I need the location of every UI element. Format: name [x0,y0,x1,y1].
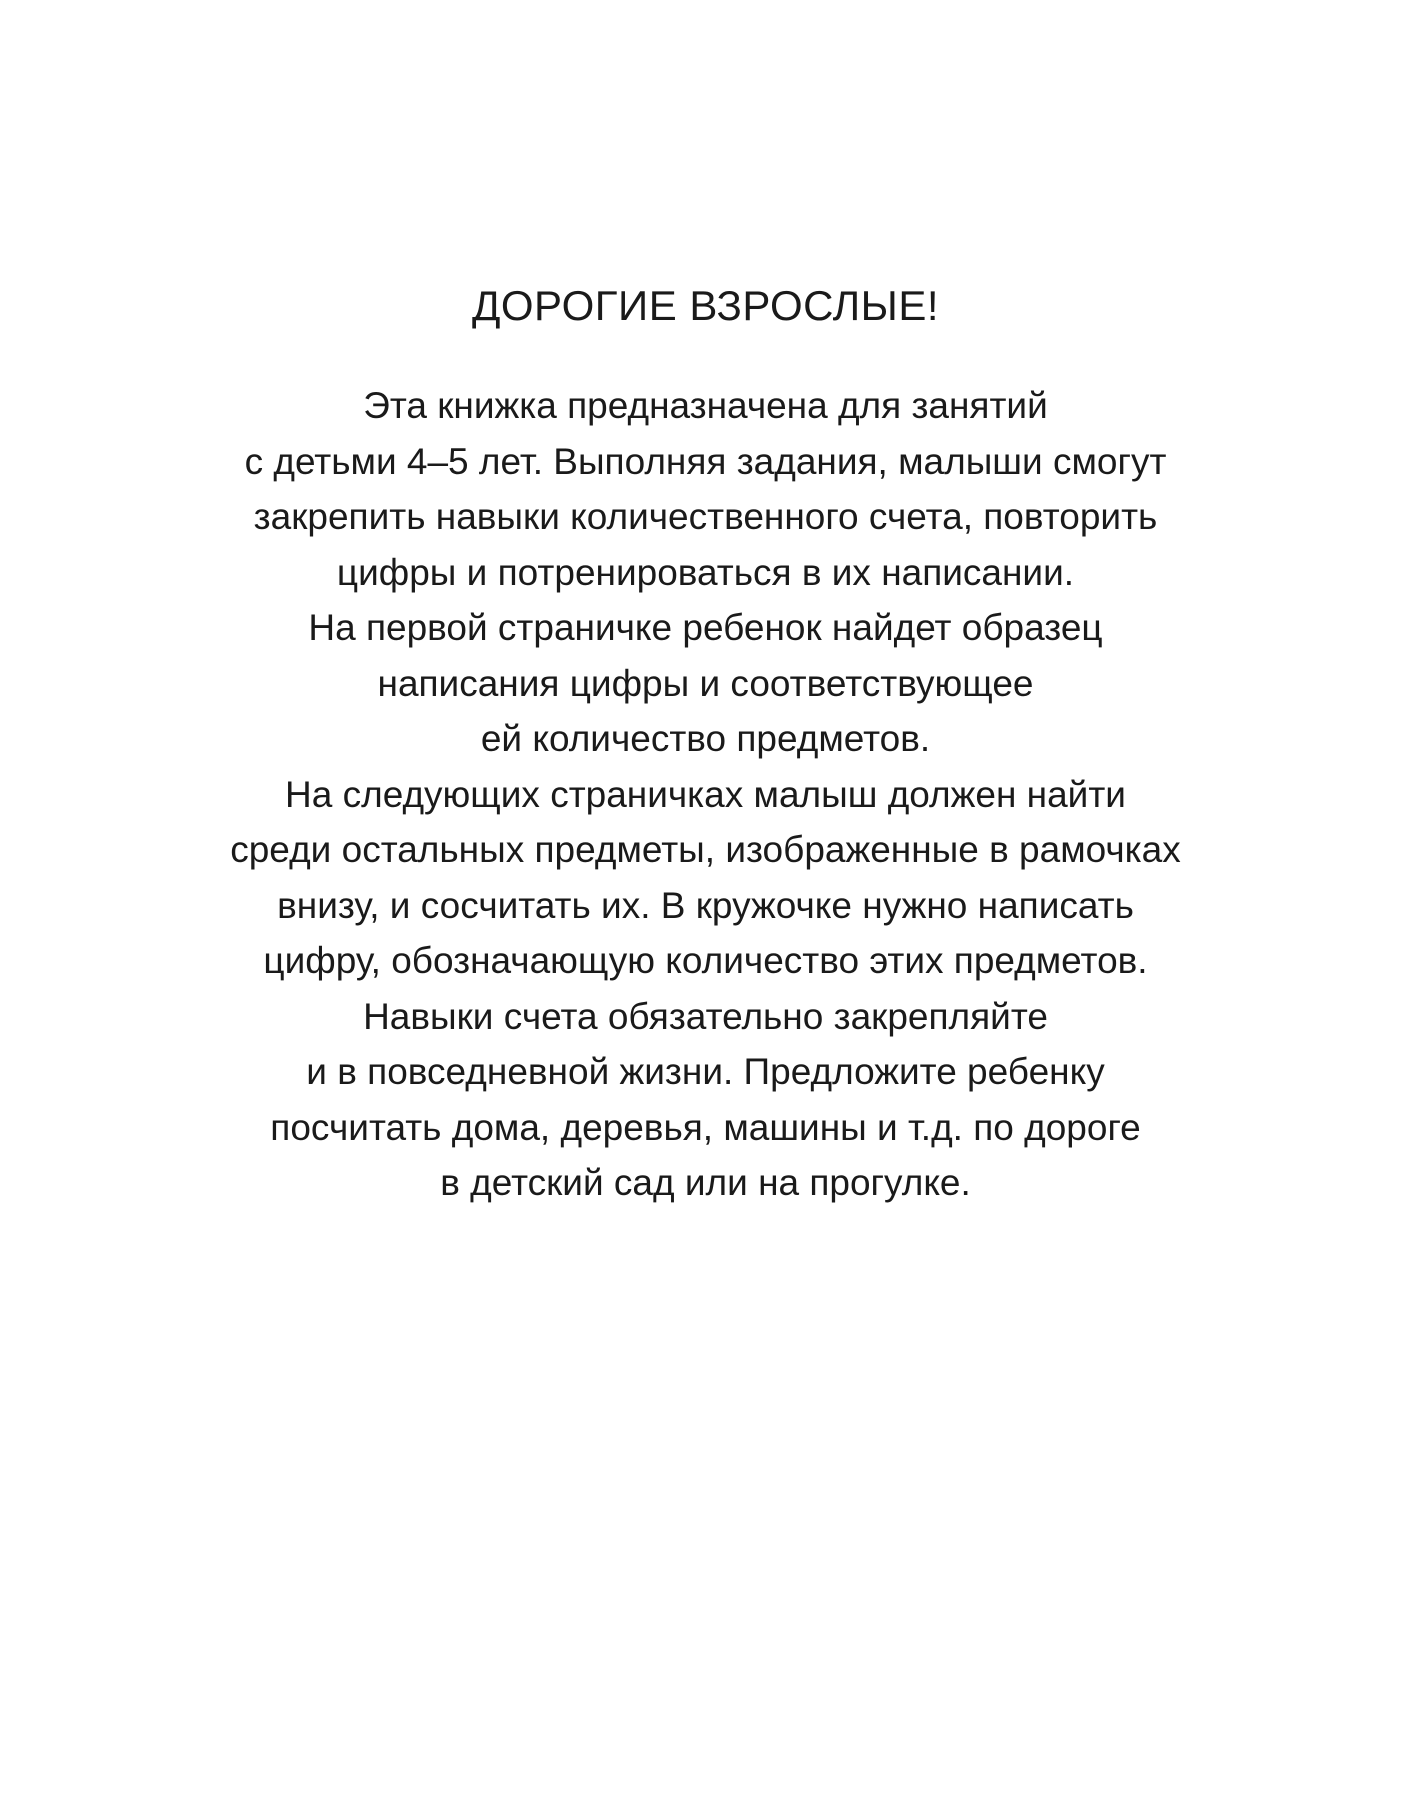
body-line: цифру, обозначающую количество этих предметов. [263,940,1148,981]
body-line: посчитать дома, деревья, машины и т.д. по дороге [270,1106,1141,1148]
body-line: и в повседневной жизни. Предложите ребенку [306,1051,1105,1092]
page-title: ДОРОГИЕ ВЗРОСЛЫЕ! [471,282,940,329]
body-line: ей количество предметов. [480,718,931,759]
body-line: среди остальных предметы, изображенные в рамочках [230,829,1181,870]
body-line: с детьми 4–5 лет. Выполняя задания, малыши смогут [244,440,1167,482]
body-line: закрепить навыки количественного счета, повторить [253,496,1158,537]
body-line: в детский сад или на прогулке. [440,1162,971,1203]
body-line: цифры и потренироваться в их написании. [336,551,1075,593]
body-line: Эта книжка предназначена для занятий [363,385,1048,426]
body-line: написания цифры и соответствующее [377,662,1034,704]
body-line: внизу, и сосчитать их. В кружочке нужно написать [277,884,1134,926]
body-line: На первой страничке ребенок найдет образец [308,607,1103,648]
body-line: Навыки счета обязательно закрепляйте [363,995,1048,1037]
body-text [0,378,1411,1211]
body-line: На следующих страничках малыш должен найти [285,773,1126,815]
